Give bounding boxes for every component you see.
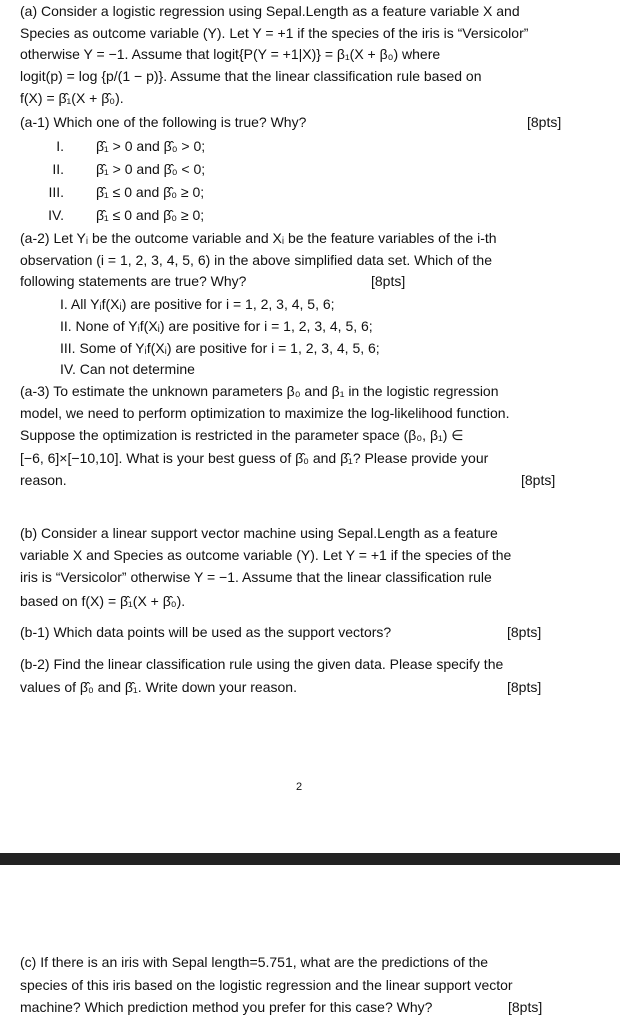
text-line: Species as outcome variable (Y). Let Y = +1 if the species of the iris is “Versicolor” [20,25,529,41]
text-line: observation (i = 1, 2, 3, 4, 5, 6) in the above simplified data set. Which of the [20,252,492,268]
question-text: (a-1) Which one of the following is true? Why? [20,114,307,130]
text-line: (b) Consider a linear support vector machine using Sepal.Length as a feature [20,525,498,541]
option-text: III. Some of Yᵢf(Xᵢ) are positive for i = 1, 2, 3, 4, 5, 6; [60,340,380,356]
page-divider [0,853,620,865]
text-line: values of β̂₀ and β̂₁. Write down your reason. [20,679,297,695]
text-line: (a-3) To estimate the unknown parameters β₀ and β₁ in the logistic regression [20,383,499,399]
option-text: β̂₁ ≤ 0 and β̂₀ ≥ 0; [96,207,205,223]
points-label: [8pts] [371,273,406,289]
points-label: [8pts] [521,472,556,488]
option-number: II. [52,161,64,177]
text-line: [−6, 6]×[−10,10]. What is your best guess of β̂₀ and β̂₁? Please provide your [20,450,489,466]
text-line: based on f(X) = β̂₁(X + β̂₀). [20,593,186,609]
option-number: I. [56,138,64,154]
question-text: (b-1) Which data points will be used as the support vectors? [20,624,392,640]
text-line: (b-2) Find the linear classification rule using the given data. Please specify the [20,656,504,672]
text-line: model, we need to perform optimization to maximize the log-likelihood function. [20,405,510,421]
option-text: I. All Yᵢf(Xᵢ) are positive for i = 1, 2, 3, 4, 5, 6; [60,296,335,312]
option-number: IV. [48,207,64,223]
text-line: (a) Consider a logistic regression using Sepal.Length as a feature variable X and [20,3,520,19]
option-text: IV. Can not determine [60,361,195,377]
option-text: II. None of Yᵢf(Xᵢ) are positive for i = 1, 2, 3, 4, 5, 6; [60,318,373,334]
page-number: 2 [296,781,303,793]
option-number: III. [48,184,64,200]
text-line: logit(p) = log {p/(1 − p)}. Assume that the linear classification rule based on [20,68,482,84]
text-line: variable X and Species as outcome variable (Y). Let Y = +1 if the species of the [20,547,512,563]
option-text: β̂₁ ≤ 0 and β̂₀ ≥ 0; [96,184,205,200]
text-line: (c) If there is an iris with Sepal length=5.751, what are the predictions of the [20,954,489,970]
option-text: β̂₁ > 0 and β̂₀ > 0; [96,138,206,154]
text-line: machine? Which prediction method you prefer for this case? Why? [20,999,433,1015]
points-label: [8pts] [527,114,562,130]
text-line: iris is “Versicolor” otherwise Y = −1. Assume that the linear classification rule [20,569,492,585]
text-line: Suppose the optimization is restricted in the parameter space (β₀, β₁) ∈ [20,427,464,443]
text-line: otherwise Y = −1. Assume that logit{P(Y = +1|X)} = β₁(X + β₀) where [20,46,441,62]
text-line: species of this iris based on the logistic regression and the linear support vector [20,977,513,993]
text-line: (a-2) Let Yᵢ be the outcome variable and Xᵢ be the feature variables of the i-th [20,230,497,246]
points-label: [8pts] [507,679,542,695]
option-text: β̂₁ > 0 and β̂₀ < 0; [96,161,206,177]
text-line: following statements are true? Why? [20,273,247,289]
points-label: [8pts] [508,999,543,1015]
points-label: [8pts] [507,624,542,640]
text-line: f(X) = β̂₁(X + β̂₀). [20,90,124,106]
text-line: reason. [20,472,67,488]
